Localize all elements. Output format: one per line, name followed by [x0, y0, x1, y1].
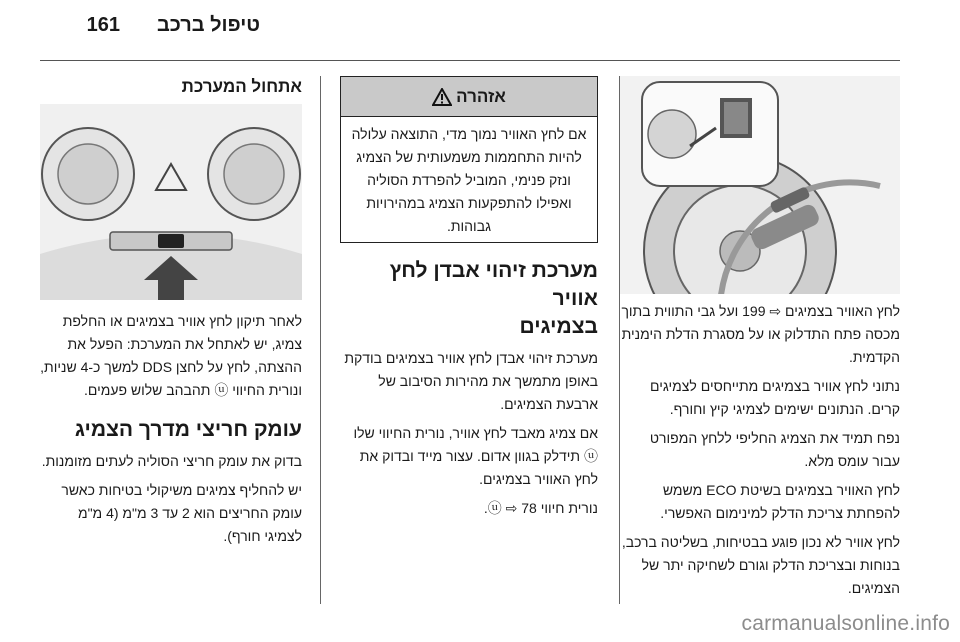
paragraph-tread-replace: יש להחליף צמיגים משיקולי בטיחות כאשר עומק החריצים הוא 2 עד 3 מ"מ (4 מ"מ לצמיגי חורף). — [61, 482, 302, 544]
warning-header — [341, 77, 597, 117]
paragraph-pressure-reference: לחץ האוויר בצמיגים ⇨ 199 ועל גבי התווית בתוך מכסה פתח התדלוק או על מסגרת הדלת הימנית הקדמית. — [621, 303, 900, 365]
left-column — [40, 76, 302, 554]
header-divider — [40, 60, 900, 61]
tire-inflation-figure — [620, 76, 900, 294]
paragraph-cold-tires: נתוני לחץ אוויר בצמיגים מתייחסים לצמיגים קרים. הנתונים ישימים לצמיגי קיץ וחורף. — [650, 378, 900, 417]
tread-depth-title: עומק חריצי מדרך הצמיג — [74, 418, 302, 441]
dds-button-illustration-icon — [40, 104, 302, 300]
paragraph-wrong-pressure: לחץ אוויר לא נכון פוגע בבטיחות, בשליטה ברכב, בנוחות ובצריכת הדלק וגורם לשחיקה יתר של הצמיגים. — [621, 534, 900, 596]
watermark-text: carmanualsonline.info — [741, 612, 950, 635]
warning-text: אם לחץ האוויר נמוך מדי, התוצאה עלולה להיות התחממות משמעותית של הצמיג ונזק פנימי, המוביל להפרדת הסוליה ואפילו להתפקעות הצמיג במהירויות גבוהות. — [351, 126, 587, 234]
paragraph-tread-check: בדוק את עומק חריצי הסוליה לעתים מזומנות. — [41, 453, 302, 469]
paragraph-pressure-loss: אם צמיג מאבד לחץ אוויר, נורית החיווי שלו ⓤ תידלק בגוון אדום. עצור מייד ובדוק את לחץ האוויר בצמיגים. — [353, 425, 598, 487]
paragraph-reset-procedure: לאחר תיקון לחץ אוויר בצמיגים או החלפת צמיג, יש לאתחל את המערכת: הפעל את ההצתה, לחץ על לחצן DDS למשך כ-4 שניות, ונורית החיווי ⓤ תהבהב שלוש פעמים. — [40, 313, 302, 398]
warning-triangle-icon — [432, 88, 452, 106]
warning-label: אזהרה — [456, 87, 506, 106]
paragraph-indicator-reference: נורית חיווי ⓤ ⇨ 78. — [483, 500, 598, 516]
tire-deflation-detection-title — [340, 257, 598, 341]
chapter-title: טיפול ברכב — [156, 14, 260, 36]
paragraph-system-description: מערכת זיהוי אבדן לחץ אוויר בצמיגים בודקת באופן מתמשך את מהירות הסיבוב של ארבעת הצמיגים. — [344, 350, 598, 412]
page-number: 161 — [86, 14, 120, 36]
column-divider-left — [320, 76, 321, 604]
paragraph-spare-tire: נפח תמיד את הצמיג החליפי ללחץ המפורט עבור עומס מלא. — [649, 430, 900, 469]
dashboard-button-figure — [40, 104, 302, 300]
tire-pressure-illustration-icon — [620, 76, 900, 294]
page-header — [40, 14, 900, 44]
warning-box — [340, 76, 598, 243]
section-title-line-1: מערכת זיהוי אבדן לחץ אוויר — [389, 259, 598, 310]
middle-column — [340, 76, 598, 526]
right-column — [620, 76, 900, 606]
section-title-line-2: בצמיגים — [519, 315, 598, 338]
system-reset-title: אתחול המערכת — [181, 77, 302, 96]
paragraph-eco-pressure: לחץ האוויר בצמיגים בשיטת ECO משמש להפחתת צריכת הדלק למינימום האפשרי. — [660, 482, 900, 521]
